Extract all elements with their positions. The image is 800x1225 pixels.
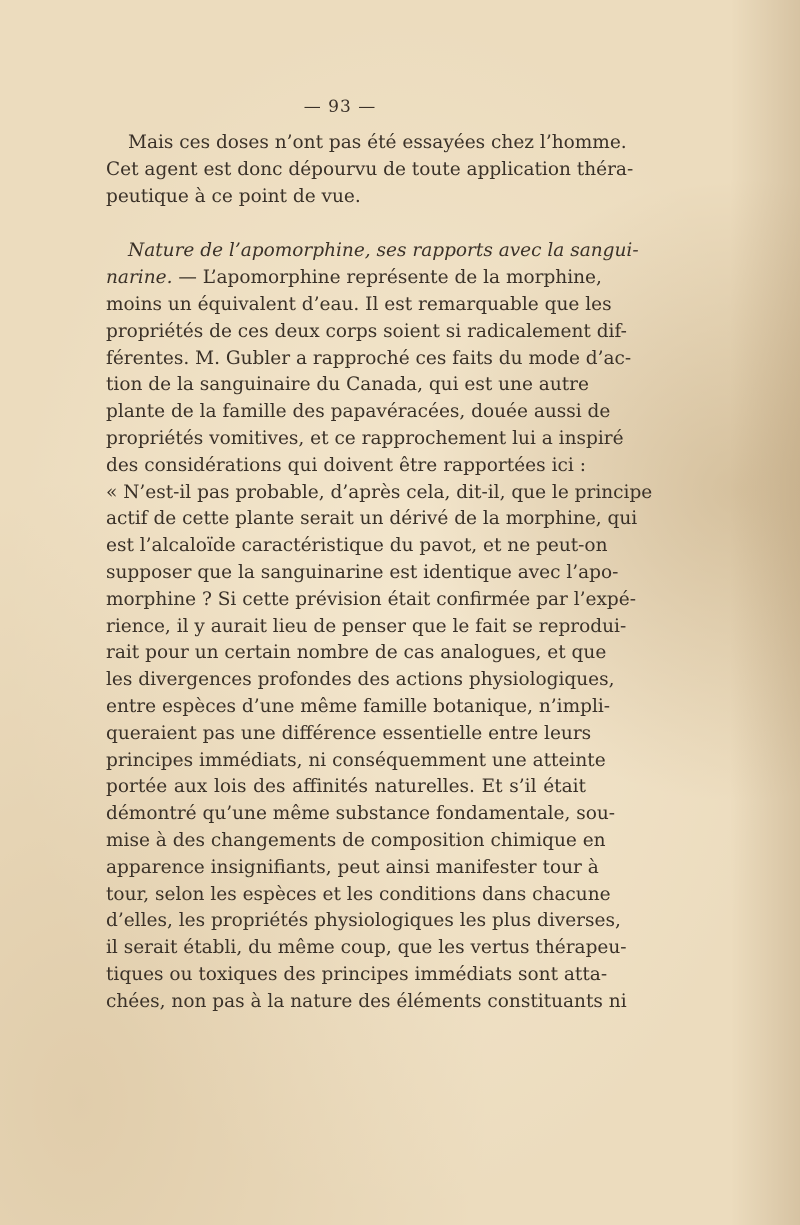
text-line: démontré qu’une même substance fondamentale, sou-	[106, 803, 616, 825]
text-line: tiques ou toxiques des principes immédiats sont atta-	[106, 963, 608, 985]
text-line: queraient pas une différence essentielle entre leurs	[106, 722, 592, 744]
text-line: entre espèces d’une même famille botanique, n’impli-	[106, 695, 611, 717]
text-line: principes immédiats, ni conséquemment une atteinte	[106, 749, 606, 771]
text-line: chées, non pas à la nature des éléments constituants ni	[106, 990, 627, 1012]
text-line: plante de la famille des papavéracées, douée aussi de	[106, 401, 611, 423]
text-line: il serait établi, du même coup, que les vertus thérapeu-	[106, 937, 627, 959]
text-line: les divergences profondes des actions physiologiques,	[106, 669, 615, 691]
text-line: Mais ces doses n’ont pas été essayées chez l’homme.	[128, 132, 627, 153]
section-heading-title: Nature de l’apomorphine, ses rapports avec la sangui-	[128, 240, 639, 262]
text-line: tour, selon les espèces et les conditions dans chacune	[106, 883, 611, 905]
page-edge-shadow	[730, 0, 800, 1225]
text-line: portée aux lois des affinités naturelles. Et s’il était	[106, 776, 586, 798]
text-line: d’elles, les propriétés physiologiques les plus diverses,	[106, 910, 621, 932]
text-line: des considérations qui doivent être rapportées ici :	[106, 454, 586, 476]
section-heading-continuation: — L’apomorphine représente de la morphine,	[172, 267, 602, 289]
text-line: rience, il y aurait lieu de penser que le fait se reprodui-	[106, 615, 627, 637]
text-line: actif de cette plante serait un dérivé de la morphine, qui	[106, 508, 638, 530]
text-line: mise à des changements de composition chimique en	[106, 829, 606, 851]
text-line: moins un équivalent d’eau. Il est remarquable que les	[106, 293, 612, 315]
text-line	[106, 265, 602, 292]
text-line: propriétés vomitives, et ce rapprochement lui a inspiré	[106, 427, 624, 449]
section-heading	[106, 238, 639, 265]
text-line: « N’est-il pas probable, d’après cela, dit-il, que le principe	[106, 481, 653, 503]
text-line: est l’alcaloïde caractéristique du pavot, et ne peut-on	[106, 535, 608, 557]
text-line: morphine ? Si cette prévision était confirmée par l’expé-	[106, 588, 636, 610]
text-line: tion de la sanguinaire du Canada, qui est une autre	[106, 374, 589, 396]
section-heading-title-end: narine.	[106, 267, 173, 289]
page-number: — 93 —	[303, 97, 377, 117]
text-line: peutique à ce point de vue.	[106, 185, 361, 207]
text-line: rait pour un certain nombre de cas analogues, et que	[106, 642, 607, 664]
text-line: Cet agent est donc dépourvu de toute application théra-	[106, 158, 634, 180]
text-line: supposer que la sanguinarine est identique avec l’apo-	[106, 561, 619, 583]
text-line: apparence insignifiants, peut ainsi manifester tour à	[106, 856, 599, 878]
page-text-block	[106, 130, 653, 1016]
text-line: férentes. M. Gubler a rapproché ces faits du mode d’ac-	[106, 347, 632, 369]
text-line: propriétés de ces deux corps soient si radicalement dif-	[106, 320, 627, 342]
paragraph-gap	[106, 210, 586, 238]
